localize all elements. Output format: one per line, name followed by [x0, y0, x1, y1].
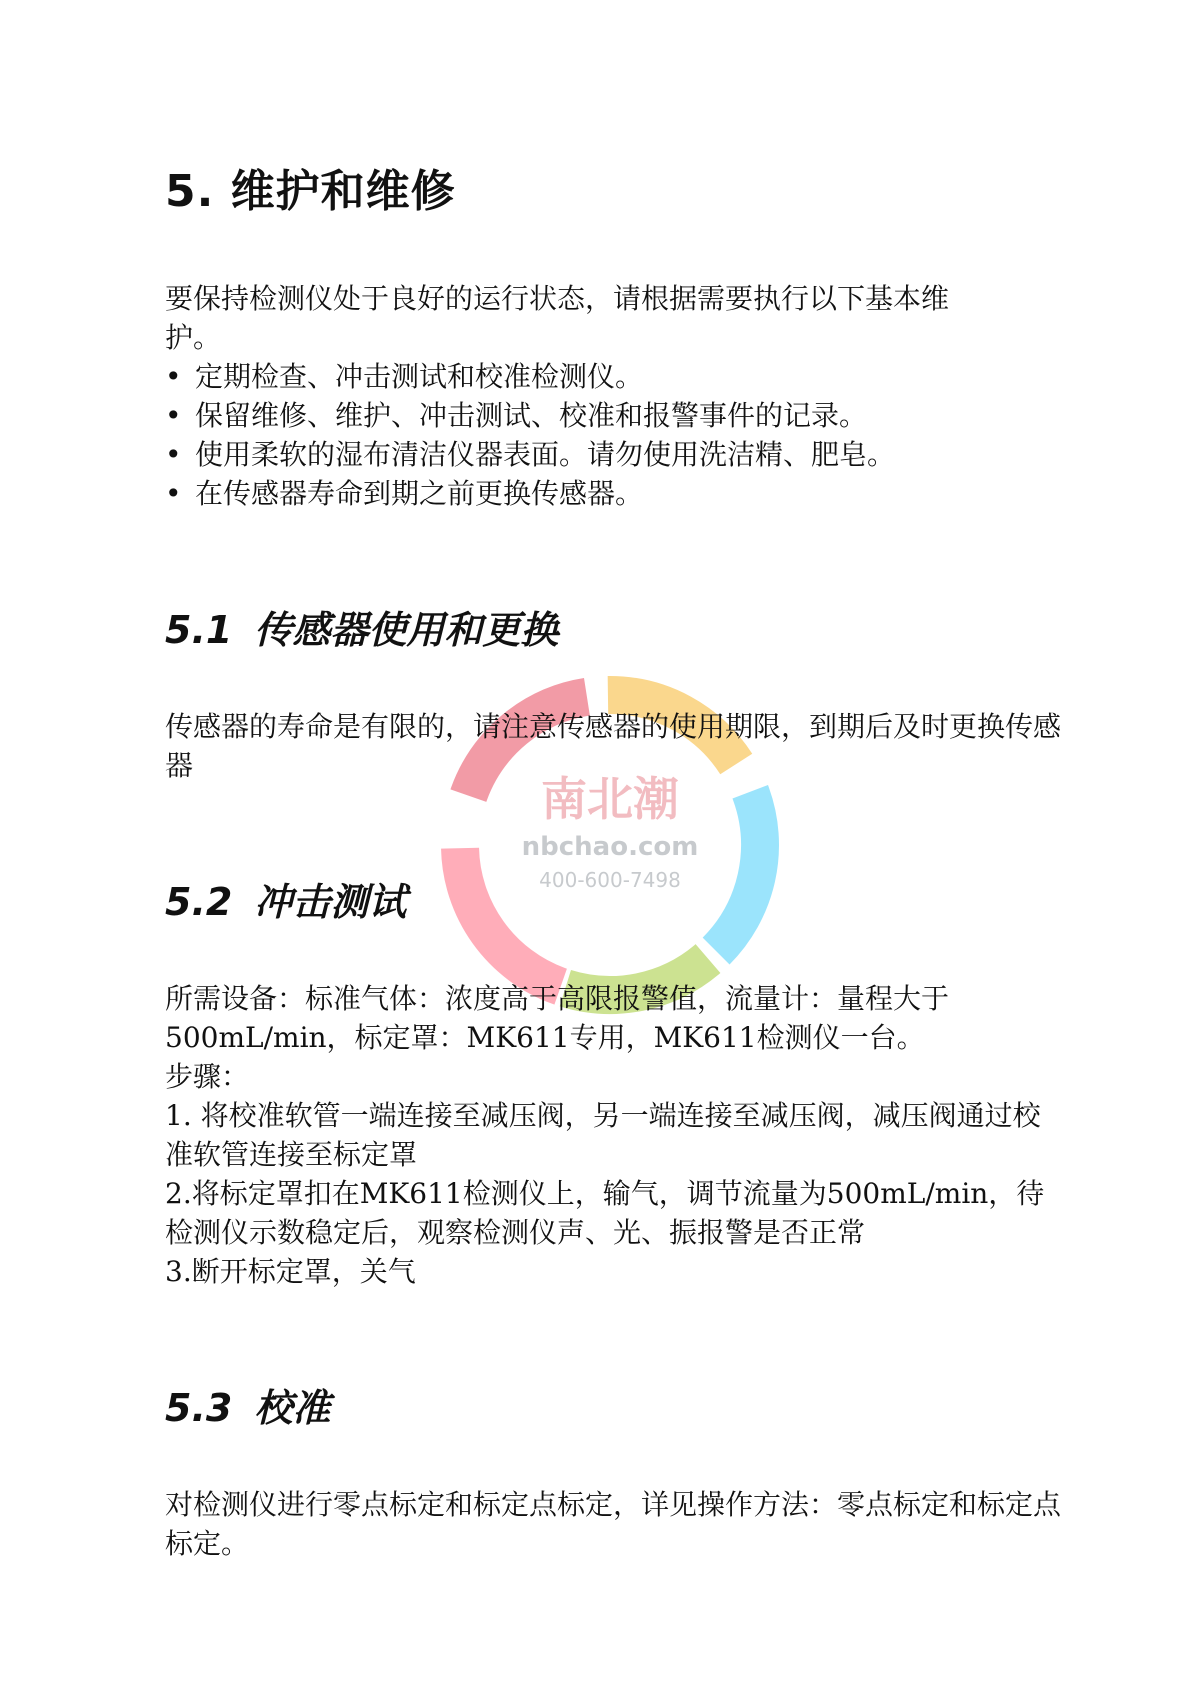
- section-5-heading: 5. 维护和维修: [165, 166, 456, 217]
- section-5-1-body: 传感器的寿命是有限的，请注意传感器的使用期限，到期后及时更换传感器: [165, 710, 1062, 782]
- section-number: 5.1: [165, 608, 233, 652]
- watermark-site: nbchao.com: [521, 832, 699, 862]
- section-5-2-heading: [165, 873, 1065, 931]
- section-5-3-body: 对检测仪进行零点标定和标定点标定，详见操作方法：零点标定和标定点标定。: [165, 1488, 1062, 1560]
- list-item: • 保留维修、维护、冲击测试、校准和报警事件的记录。: [165, 396, 1065, 435]
- list-item: • 使用柔软的湿布清洁仪器表面。请勿使用洗洁精、肥皂。: [165, 435, 1065, 474]
- watermark-brand: 南北潮: [541, 772, 679, 826]
- step-item: 1. 将校准软管一端连接至减压阀，另一端连接至减压阀，减压阀通过校准软管连接至标定罩: [165, 1099, 1041, 1171]
- section-number: 5.2: [165, 880, 233, 924]
- maintenance-list: [165, 357, 1065, 513]
- list-item: • 定期检查、冲击测试和校准检测仪。: [165, 357, 1065, 396]
- section-5-1-heading: [165, 601, 1065, 659]
- section-title: 校准: [254, 1386, 331, 1430]
- section-title: 冲击测试: [254, 880, 407, 924]
- section-5-3-heading: [165, 1379, 1065, 1437]
- steps-label: 步骤：: [165, 1060, 250, 1093]
- step-item: 2.将标定罩扣在MK611检测仪上，输气，调节流量为500mL/min，待检测仪示数稳定后，观察检测仪声、光、振报警是否正常: [165, 1177, 1045, 1249]
- watermark-phone: 400-600-7498: [539, 868, 681, 892]
- section-title: 传感器使用和更换: [254, 608, 559, 652]
- document-content: [165, 160, 1065, 1563]
- section-number: 5.3: [165, 1386, 233, 1430]
- list-item: • 在传感器寿命到期之前更换传感器。: [165, 474, 1065, 513]
- section-5-intro: 要保持检测仪处于良好的运行状态，请根据需要执行以下基本维护。: [165, 282, 950, 354]
- equipment-text: 所需设备：标准气体：浓度高于高限报警值，流量计：量程大于500mL/min，标定罩：MK611专用，MK611检测仪一台。: [165, 982, 950, 1054]
- step-item: 3.断开标定罩，关气: [165, 1255, 416, 1288]
